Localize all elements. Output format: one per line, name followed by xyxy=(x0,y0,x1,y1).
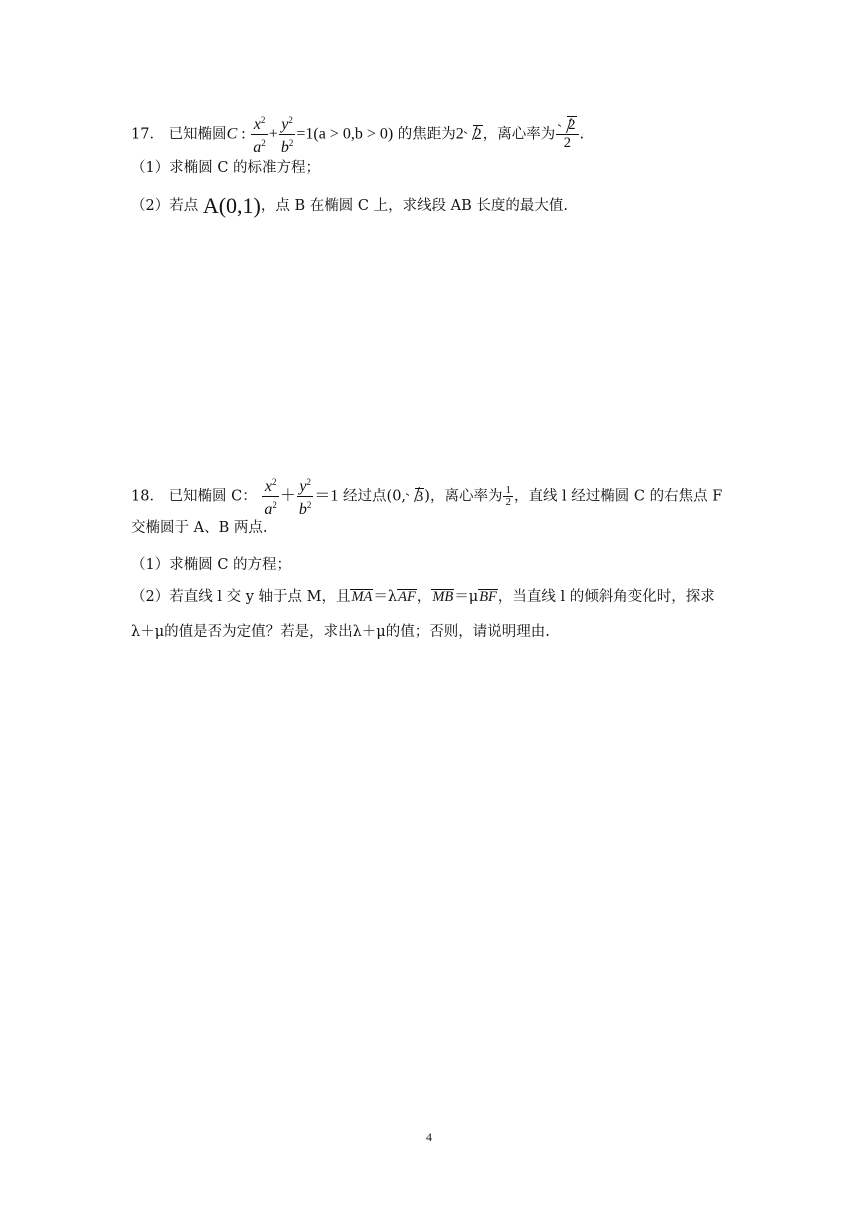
q18-pass-sqrt: 3 xyxy=(406,486,424,508)
q18-pass-text: 经过点(0, xyxy=(338,488,407,505)
q17-frac-y: $\frac{y^2}{b^2}$ xyxy=(279,112,296,157)
q17-ecc-text: ，离心率为 xyxy=(482,126,556,143)
q17-lead: 已知椭圆 xyxy=(168,126,227,143)
q18-frac-x: $\frac{x^2}{a^2}$ xyxy=(262,474,279,519)
q18-ecc-frac: $\frac{1}{2}$ xyxy=(505,484,511,508)
q17-end: . xyxy=(579,126,585,143)
q17-focal-sqrt: 2 xyxy=(464,124,483,146)
q17-condition: 1(a > 0,b > 0) xyxy=(305,125,394,143)
vec-bf: BF xyxy=(479,589,497,605)
q18-number: 18． xyxy=(131,488,164,505)
q18-stem: 18． 已知椭圆 C： $\frac{x^2}{a^2}$ ＋ $\frac{y^2}{b^2}$ ＝1 经过点(0, 3)，离心率为 $\frac{1}{2}$ ，直线 l 经过椭圆 C 的右焦点 F xyxy=(131,474,722,519)
q17-part2: （2）若点 A(0,1)，点 B 在椭圆 C 上，求线段 AB 长度的最大值. xyxy=(131,193,569,218)
q18-part2: （2）若直线 l 交 y 轴于点 M，且MA＝λAF，MB＝μBF，当直线 l 的倾斜角变化时，探求 xyxy=(131,589,715,605)
q18-part2-line2: λ＋μ的值是否为定值？若是，求出λ＋μ的值；否则，请说明理由. xyxy=(131,624,550,640)
q17-part1: （1）求椭圆 C 的标准方程； xyxy=(131,160,321,176)
q18-part1: （1）求椭圆 C 的方程； xyxy=(131,557,292,573)
q17-number: 17． xyxy=(131,126,164,143)
q17-focal-value: 2 xyxy=(455,125,464,143)
q17-ecc-frac: $\frac{2}{2}$ xyxy=(556,117,578,152)
q18-lead: 已知椭圆 C： xyxy=(168,488,257,505)
page-number: 4 xyxy=(426,1130,432,1144)
vec-ma: MA xyxy=(351,589,373,605)
q17-stem: 17． 已知椭圆C : $\frac{x^2}{a^2}$ + $\frac{y^2}{b^2}$ =1(a > 0,b > 0) 的焦距为2 2，离心率为 $\frac{2}{2}$ . xyxy=(131,112,584,157)
q17-point-a: A(0,1) xyxy=(202,193,261,218)
vec-af: AF xyxy=(398,589,416,605)
q17-frac-x: $\frac{x^2}{a^2}$ xyxy=(251,112,268,157)
q17-focal-text: 的焦距为 xyxy=(393,126,456,143)
q17-colon: : xyxy=(237,125,246,143)
q18-line2: 交椭圆于 A、B 两点. xyxy=(131,520,268,536)
q17-curve-label: C xyxy=(226,125,238,143)
q18-frac-y: $\frac{y^2}{b^2}$ xyxy=(297,474,314,519)
vec-mb: MB xyxy=(432,589,454,605)
